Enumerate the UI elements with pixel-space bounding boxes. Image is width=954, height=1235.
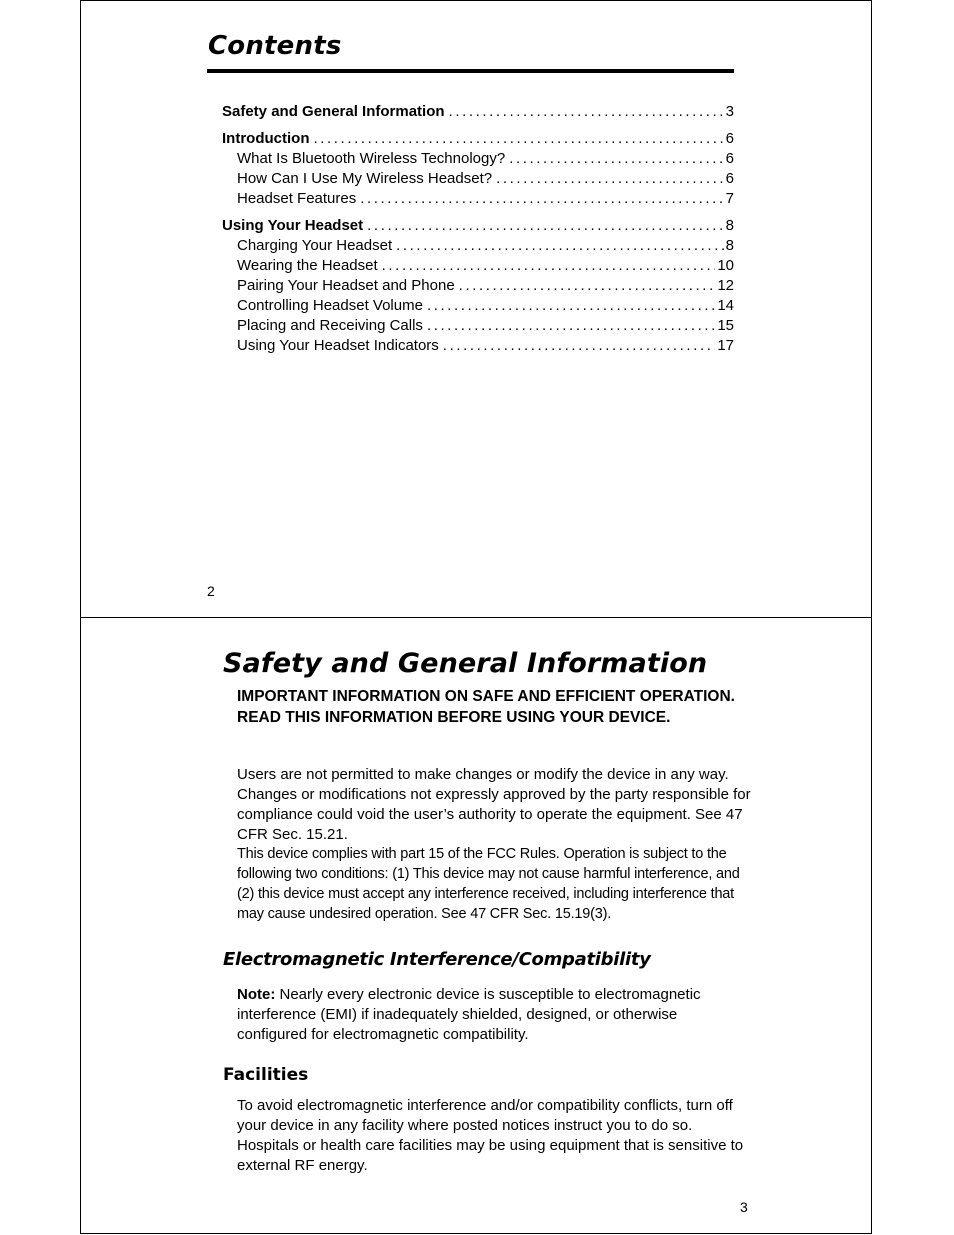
toc-dot-leader [509, 149, 723, 169]
toc-entry [222, 336, 734, 356]
contents-title: Contents [208, 31, 342, 61]
toc-dot-leader [449, 102, 724, 122]
toc-entry-page: 6 [725, 170, 734, 187]
page-number: 3 [740, 1199, 748, 1215]
emi-heading: Electromagnetic Interference/Compatibility [223, 949, 651, 970]
toc-dot-leader [367, 216, 724, 236]
note-text: Nearly every electronic device is susceptible to electromagnetic interference (EMI) if inadequately shielded, designed, or otherwise configured for electromagnetic compatibility. [237, 986, 701, 1043]
toc-dot-leader [496, 169, 724, 189]
safety-title: Safety and General Information [223, 648, 708, 679]
toc-entry [222, 276, 734, 296]
toc-entry [222, 296, 734, 316]
toc-entry-label: Headset Features [237, 190, 357, 207]
toc-entry-label: Safety and General Information [222, 103, 445, 120]
toc-group [222, 129, 734, 209]
emi-note-paragraph [237, 985, 751, 1045]
toc-entry-page: 8 [725, 237, 734, 254]
toc-entry-label: How Can I Use My Wireless Headset? [237, 170, 493, 187]
toc-dot-leader [382, 256, 716, 276]
toc-entry [222, 149, 734, 169]
toc-entry-label: Introduction [222, 130, 310, 147]
fcc-compliance-paragraph: This device complies with part 15 of the FCC Rules. Operation is subject to the following two conditions: (1) This device may not cause harmful interference, and (2) this device must accept any interference received, including interference that may cause undesired operation. See 47 CFR Sec. 15.19(3). [237, 846, 740, 922]
title-rule [207, 69, 734, 73]
toc-group [222, 102, 734, 122]
toc-entry [222, 236, 734, 256]
toc-entry-label: Wearing the Headset [237, 257, 378, 274]
toc-dot-leader [396, 236, 724, 256]
toc-entry-page: 6 [725, 130, 734, 147]
safety-page [80, 617, 872, 1234]
toc-entry-page: 3 [725, 103, 734, 120]
toc-entry-label: Using Your Headset [222, 217, 364, 234]
toc-entry [222, 102, 734, 122]
toc-entry-page: 15 [717, 317, 734, 334]
toc-entry-label: Pairing Your Headset and Phone [237, 277, 455, 294]
toc-entry-label: Controlling Headset Volume [237, 297, 423, 314]
toc-entry [222, 256, 734, 276]
toc-entry-page: 7 [725, 190, 734, 207]
table-of-contents [222, 102, 734, 363]
toc-entry [222, 316, 734, 336]
note-label: Note: [237, 986, 276, 1003]
toc-entry-page: 6 [725, 150, 734, 167]
toc-dot-leader [427, 296, 715, 316]
toc-entry [222, 169, 734, 189]
toc-entry-label: Charging Your Headset [237, 237, 393, 254]
toc-entry-page: 14 [717, 297, 734, 314]
modification-paragraph: Users are not permitted to make changes or modify the device in any way. Changes or modifications not expressly approved by the party responsible for compliance could void the user’s authority to operate the equipment. See 47 CFR Sec. 15.21. [237, 766, 751, 843]
important-notice: IMPORTANT INFORMATION ON SAFE AND EFFICIENT OPERATION. READ THIS INFORMATION BEFORE USING YOUR DEVICE. [237, 688, 735, 726]
toc-dot-leader [427, 316, 715, 336]
contents-page [80, 0, 872, 618]
toc-entry-label: Using Your Headset Indicators [237, 337, 439, 354]
toc-entry [222, 216, 734, 236]
toc-entry-page: 10 [717, 257, 734, 274]
facilities-heading: Facilities [223, 1065, 309, 1085]
toc-entry-page: 12 [717, 277, 734, 294]
toc-entry-page: 8 [725, 217, 734, 234]
toc-entry-page: 17 [717, 337, 734, 354]
toc-dot-leader [443, 336, 716, 356]
toc-entry-label: What Is Bluetooth Wireless Technology? [237, 150, 506, 167]
toc-group [222, 216, 734, 356]
page-number: 2 [207, 583, 215, 599]
toc-dot-leader [459, 276, 716, 296]
toc-entry [222, 189, 734, 209]
toc-entry [222, 129, 734, 149]
toc-dot-leader [360, 189, 723, 209]
facilities-paragraph: To avoid electromagnetic interference and/or compatibility conflicts, turn off your device in any facility where posted notices instruct you to do so. Hospitals or health care facilities may be using equipment that is sensitive to external RF energy. [237, 1097, 744, 1174]
toc-dot-leader [313, 129, 723, 149]
toc-entry-label: Placing and Receiving Calls [237, 317, 423, 334]
